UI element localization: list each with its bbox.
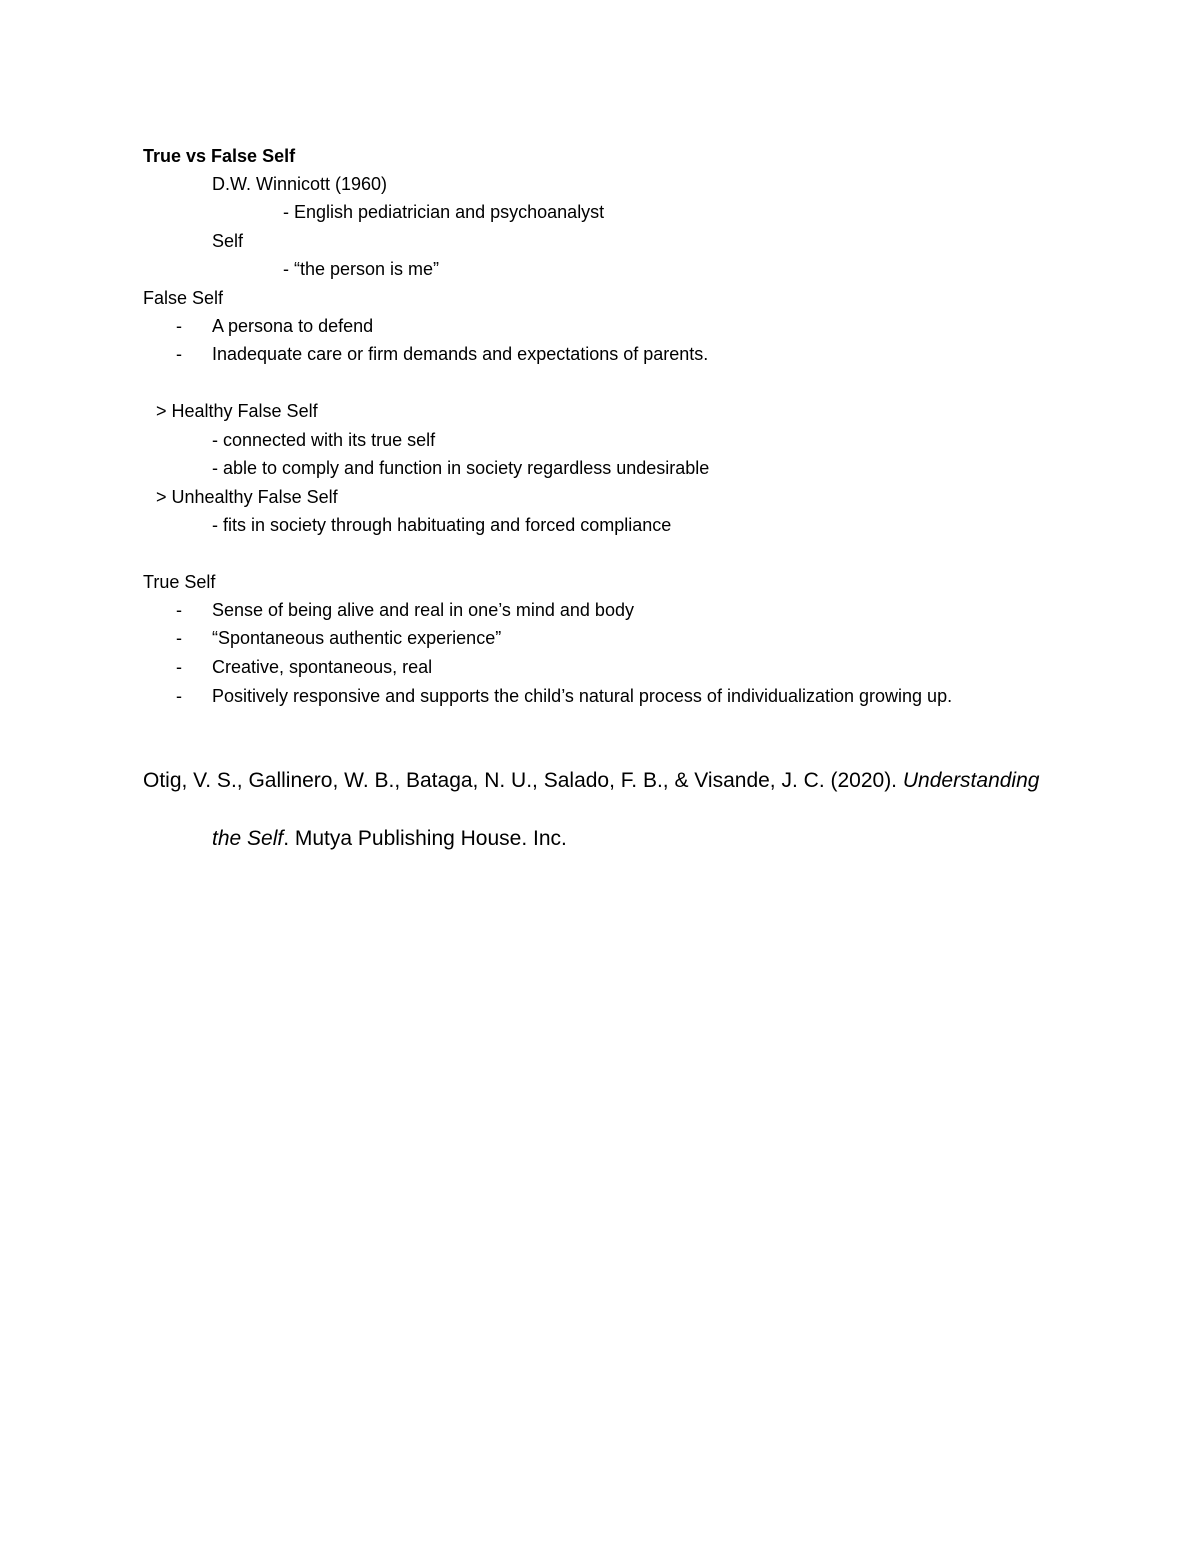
bullet-marker: - <box>176 600 182 620</box>
healthy-false-self-heading: > Healthy False Self <box>156 401 318 421</box>
false-self-item: A persona to defend <box>212 316 374 336</box>
unhealthy-false-self-heading: > Unhealthy False Self <box>156 487 338 507</box>
true-self-item: Positively responsive and supports the child’s natural process of individualization growing up. <box>212 686 953 706</box>
healthy-item: - able to comply and function in society regardless undesirable <box>212 458 710 478</box>
document-title: True vs False Self <box>143 146 296 166</box>
true-self-heading: True Self <box>143 572 216 592</box>
bullet-marker: - <box>176 686 182 706</box>
reference-title-part2: the Self <box>212 827 284 850</box>
true-self-item: Sense of being alive and real in one’s mind and body <box>212 600 634 620</box>
true-self-item: Creative, spontaneous, real <box>212 657 433 677</box>
healthy-item: - connected with its true self <box>212 430 436 450</box>
reference-line-1 <box>143 767 1039 795</box>
reference-title-part1: Understanding <box>902 769 1040 792</box>
reference-publisher: . Mutya Publishing House. Inc. <box>283 827 567 850</box>
bullet-marker: - <box>176 344 182 364</box>
reference-authors: Otig, V. S., Gallinero, W. B., Bataga, N. U., Salado, F. B., & Visande, J. C. (2020). <box>143 769 903 792</box>
self-label: Self <box>212 231 244 251</box>
self-note: - “the person is me” <box>283 259 440 279</box>
reference-line-2 <box>212 825 567 853</box>
author-line: D.W. Winnicott (1960) <box>212 174 388 194</box>
bullet-marker: - <box>176 628 182 648</box>
bullet-marker: - <box>176 316 182 336</box>
true-self-item: “Spontaneous authentic experience” <box>212 628 502 648</box>
author-note: - English pediatrician and psychoanalyst <box>283 202 605 222</box>
unhealthy-item: - fits in society through habituating and forced compliance <box>212 515 672 535</box>
false-self-item: Inadequate care or firm demands and expectations of parents. <box>212 344 709 364</box>
false-self-heading: False Self <box>143 288 224 308</box>
bullet-marker: - <box>176 657 182 677</box>
